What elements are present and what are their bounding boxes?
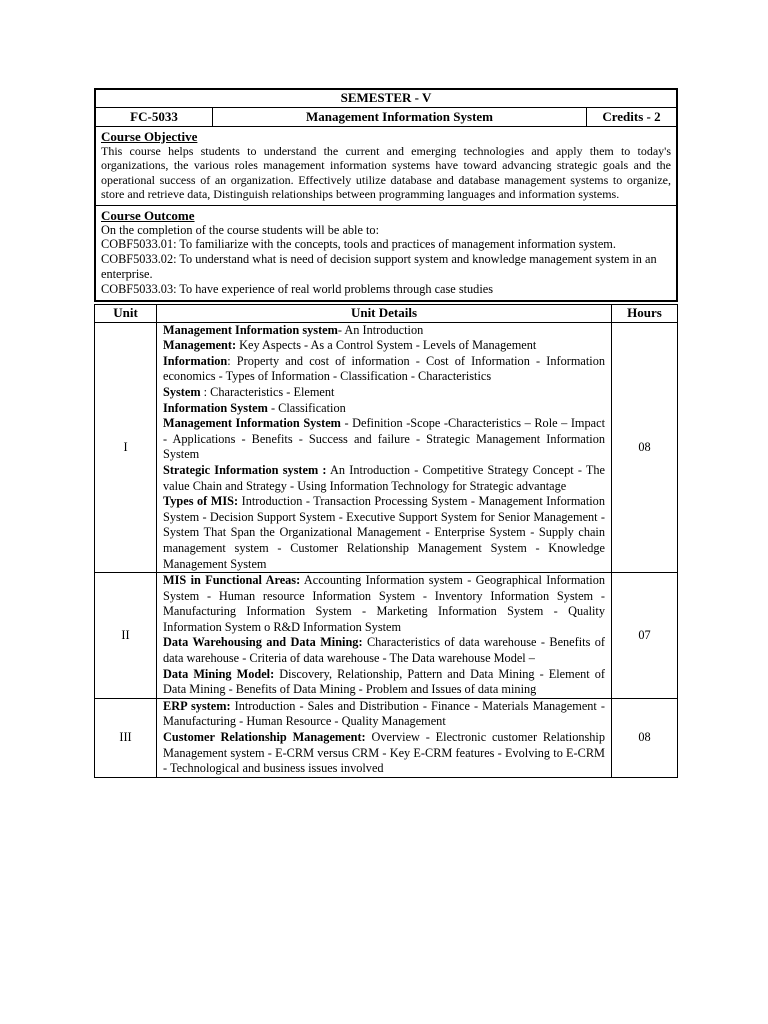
course-code: FC-5033 bbox=[96, 108, 213, 126]
detail-text: Key Aspects - As a Control System - Levels of Management bbox=[236, 338, 537, 353]
course-objective-heading: Course Objective bbox=[101, 129, 198, 144]
course-info-box bbox=[94, 88, 678, 302]
detail-text: - Classification bbox=[267, 400, 346, 415]
header-hours: Hours bbox=[612, 304, 678, 322]
detail-text: Overview - Electronic customer Relationship Management system - E-CRM versus CRM - Key E-CRM features - Evolving to E-CRM - Technological and business issues involved bbox=[163, 730, 605, 776]
detail-topic: Types of MIS: bbox=[163, 494, 239, 509]
detail-topic: MIS in Functional Areas: bbox=[163, 573, 301, 588]
unit-details bbox=[157, 573, 612, 699]
detail-text: An Introduction - Competitive Strategy Concept - The value Chain and Strategy - Using Information Technology for Strategic advantage bbox=[163, 462, 605, 493]
unit-table-header bbox=[95, 304, 678, 322]
detail-topic: Management Information System bbox=[163, 416, 341, 431]
detail-paragraph bbox=[163, 323, 605, 339]
course-outcome-item: COBF5033.01: To familiarize with the concepts, tools and practices of management information system. bbox=[101, 237, 616, 252]
detail-topic: Customer Relationship Management: bbox=[163, 730, 366, 745]
detail-topic: System bbox=[163, 384, 201, 399]
course-outcome-section bbox=[96, 206, 676, 300]
unit-details bbox=[157, 322, 612, 573]
header-unit: Unit bbox=[95, 304, 157, 322]
detail-paragraph bbox=[163, 699, 605, 730]
semester-title: SEMESTER - V bbox=[96, 90, 676, 108]
detail-text: Discovery, Relationship, Pattern and Data Mining - Element of Data Mining - Benefits of Data Mining - Problem and Issues of data mining bbox=[163, 666, 606, 697]
table-row bbox=[95, 573, 678, 699]
detail-topic: ERP system: bbox=[163, 698, 231, 713]
detail-topic: Data Warehousing and Data Mining: bbox=[163, 635, 363, 650]
course-objective-text: This course helps students to understand the current and emerging technologies and apply them to today's organizations, the various roles management information systems have toward advancing strategic goals and the operational success of an organization. Effectively utilize database and database management systems to organize, store and retrieve data, Distinguish relationships between programming languages and information systems. bbox=[101, 144, 671, 202]
course-outcome-heading: Course Outcome bbox=[101, 207, 195, 223]
detail-paragraph bbox=[163, 463, 605, 494]
detail-text: Accounting Information system - Geographical Information System - Human resource Information System - Inventory Information System - Manufacturing Information System - Marketing Information System - Quality Information System o R&D Information System bbox=[163, 573, 605, 634]
unit-table bbox=[94, 304, 678, 778]
detail-text: - Definition -Scope -Characteristics – Role – Impact - Applications - Benefits - Success and failure - Strategic Management Information System bbox=[163, 416, 605, 462]
detail-text: Introduction - Sales and Distribution - Finance - Materials Management - Manufacturing - Human Resource - Quality Management bbox=[163, 698, 605, 729]
header-unit-details: Unit Details bbox=[157, 304, 612, 322]
detail-topic: Information System bbox=[163, 400, 268, 415]
detail-text: Introduction - Transaction Processing System - Management Information System - Decision Support System - Executive Support System for Senior Management - System That Span the Organizational Management - Enterprise System - Supply chain management system - Customer Relationship Management System - Knowledge Management System bbox=[163, 494, 605, 571]
detail-text: : Characteristics - Element bbox=[200, 384, 335, 399]
detail-paragraph bbox=[163, 573, 605, 635]
detail-paragraph bbox=[163, 494, 605, 572]
unit-number: II bbox=[95, 573, 157, 699]
course-credits: Credits - 2 bbox=[602, 109, 661, 124]
detail-paragraph bbox=[163, 416, 605, 463]
unit-number: I bbox=[95, 322, 157, 573]
course-outcome-item: COBF5033.03: To have experience of real world problems through case studies bbox=[101, 281, 493, 296]
course-outcome-intro: On the completion of the course students will be able to: bbox=[101, 222, 379, 237]
unit-hours: 08 bbox=[612, 698, 678, 777]
detail-topic: Management Information system bbox=[163, 322, 338, 337]
detail-paragraph bbox=[163, 354, 605, 385]
unit-hours: 08 bbox=[612, 322, 678, 573]
detail-topic: Information bbox=[163, 353, 228, 368]
detail-paragraph bbox=[163, 730, 605, 777]
detail-topic: Strategic Information system : bbox=[163, 462, 327, 477]
detail-paragraph bbox=[163, 401, 605, 417]
detail-paragraph bbox=[163, 338, 605, 354]
detail-topic: Data Mining Model: bbox=[163, 666, 275, 681]
table-row bbox=[95, 698, 678, 777]
unit-number: III bbox=[95, 698, 157, 777]
syllabus-document bbox=[94, 88, 678, 778]
table-row bbox=[95, 322, 678, 573]
course-name: Management Information System bbox=[213, 108, 587, 126]
course-code-row bbox=[96, 108, 676, 127]
detail-paragraph bbox=[163, 635, 605, 666]
detail-text: : Property and cost of information - Cost of Information - Information economics - Types of Information - Classification - Characteristics bbox=[163, 353, 605, 384]
detail-text: Characteristics of data warehouse - Benefits of data warehouse - Criteria of data warehouse - The Data warehouse Model – bbox=[163, 635, 605, 666]
detail-topic: Management: bbox=[163, 338, 237, 353]
unit-details bbox=[157, 698, 612, 777]
course-outcome-item: COBF5033.02: To understand what is need of decision support system and knowledge management system in an enterprise. bbox=[101, 252, 657, 282]
detail-text: - An Introduction bbox=[337, 322, 424, 337]
unit-hours: 07 bbox=[612, 573, 678, 699]
course-objective-section bbox=[96, 127, 676, 205]
detail-paragraph bbox=[163, 385, 605, 401]
detail-paragraph bbox=[163, 667, 605, 698]
